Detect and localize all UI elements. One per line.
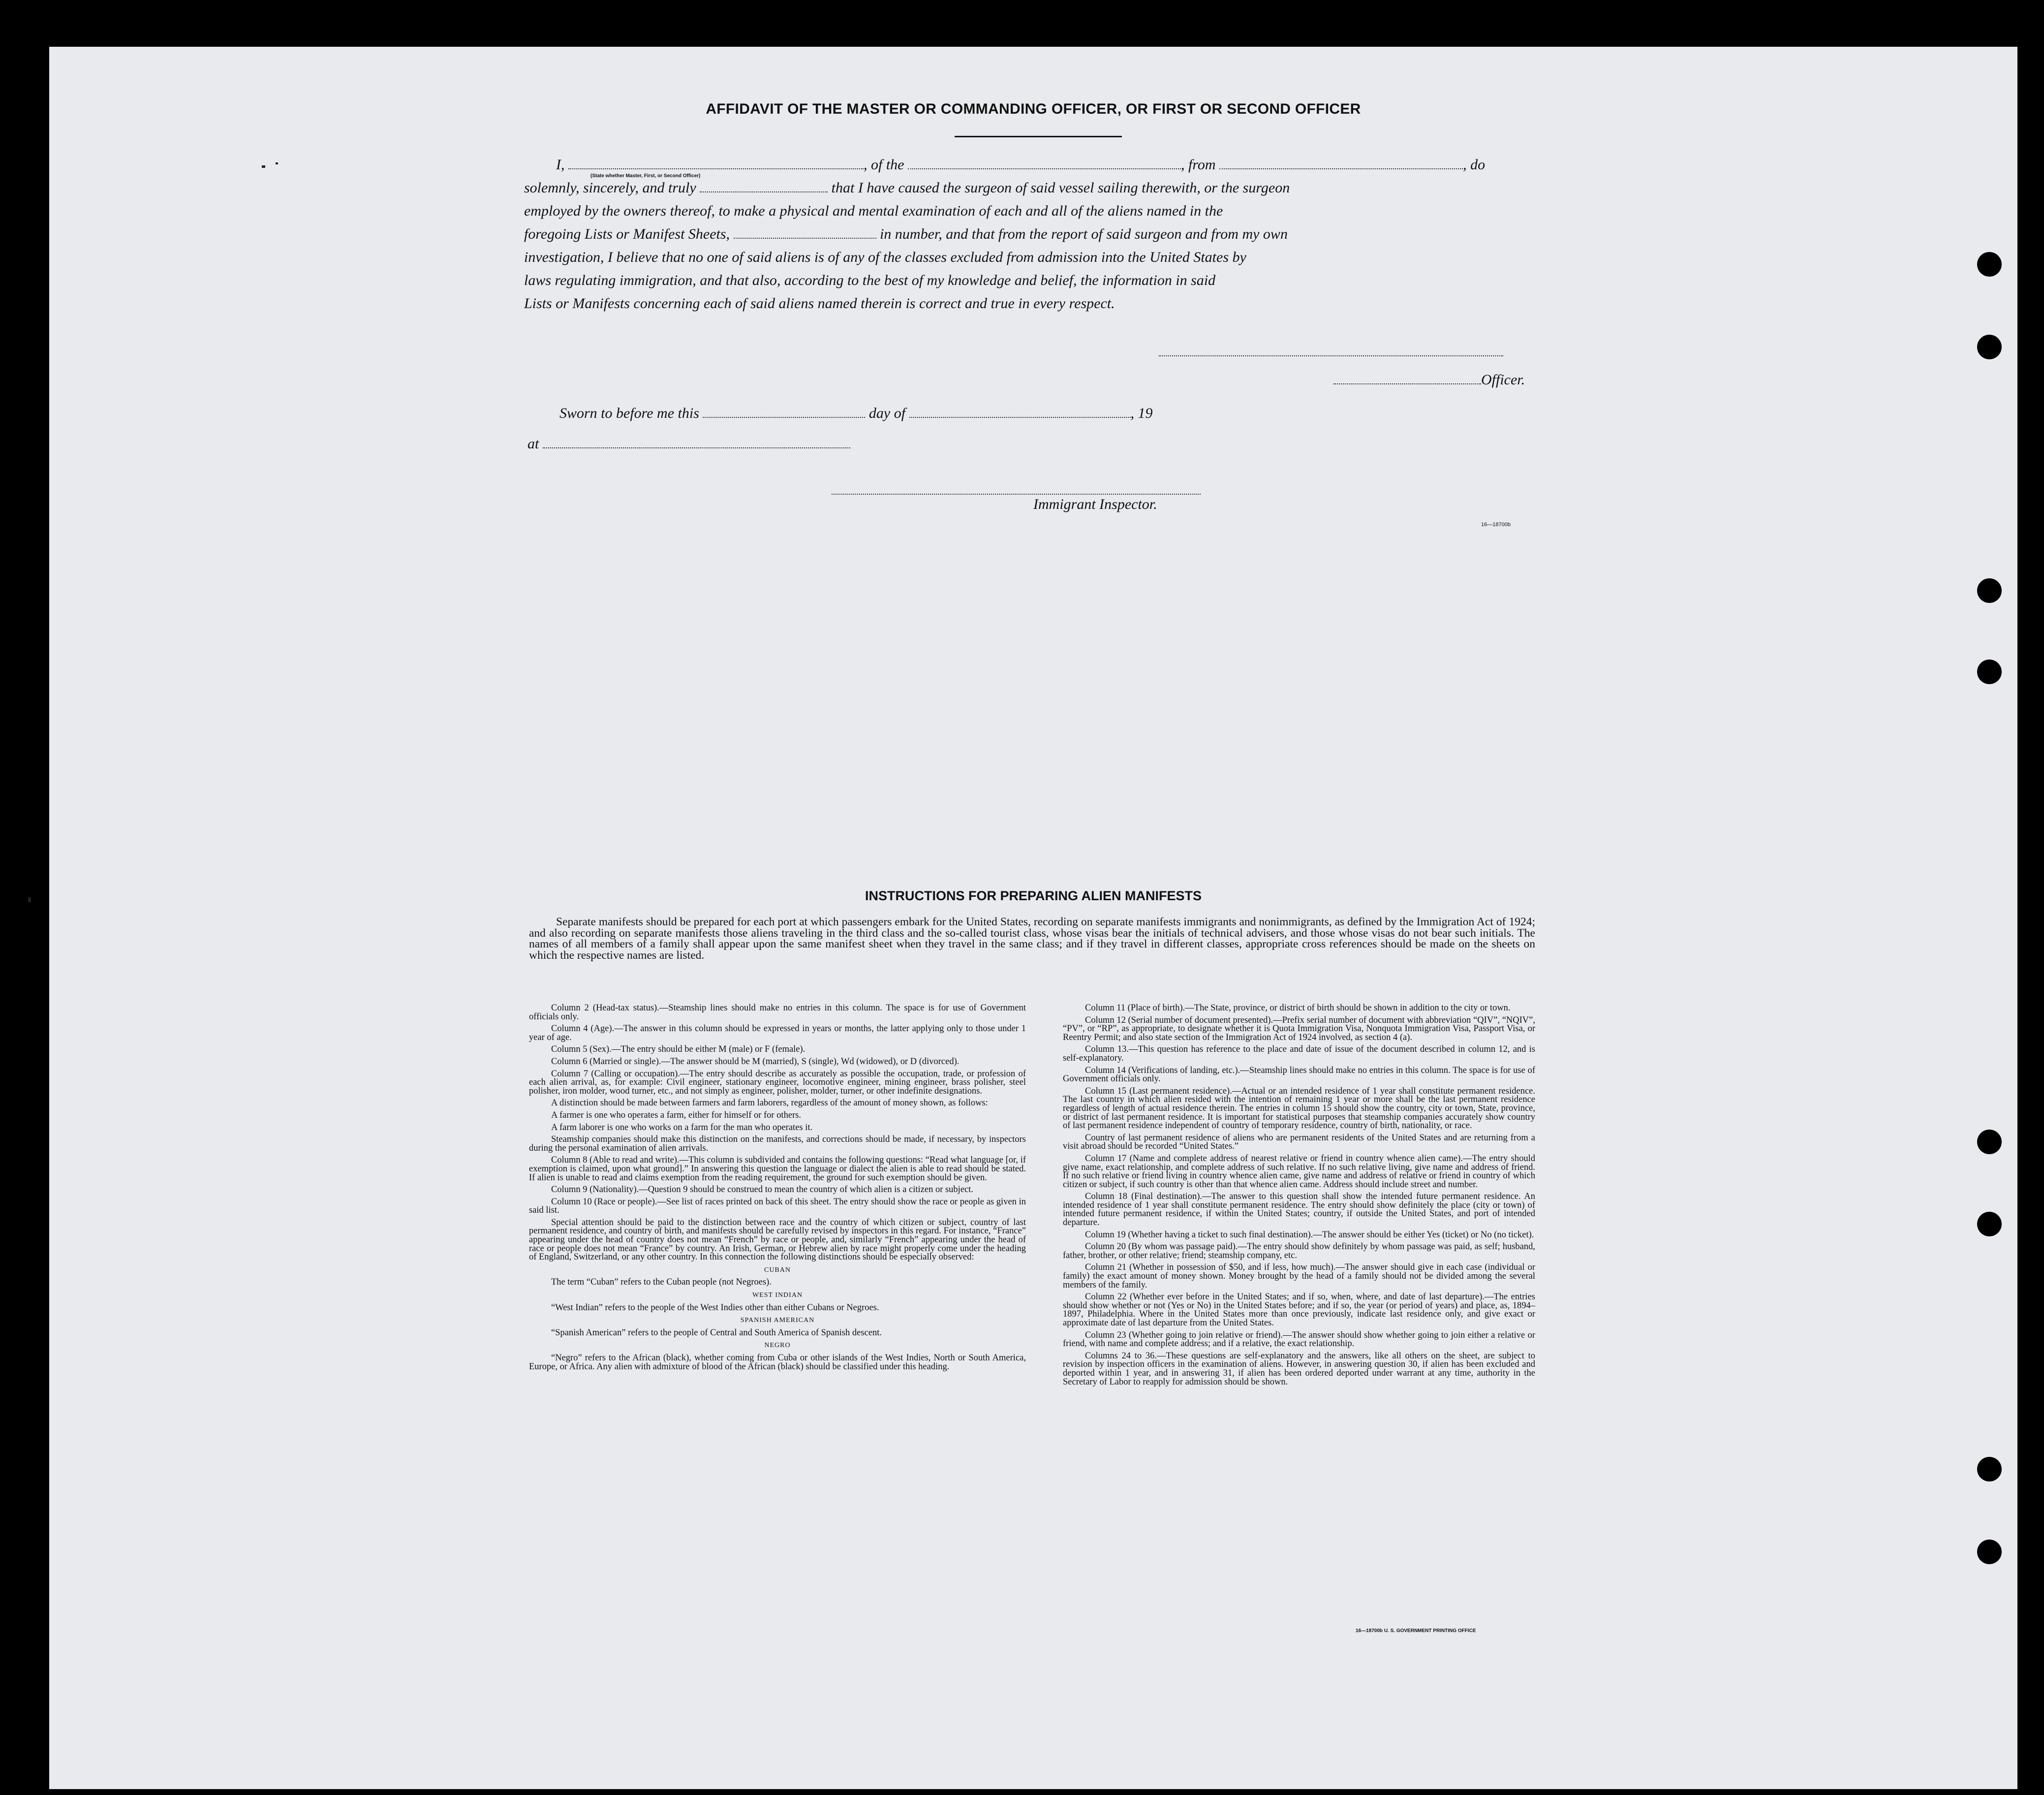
instruction-paragraph: Column 5 (Sex).—The entry should be either M (male) or F (female). — [551, 1044, 805, 1055]
affidavit-line-6: laws regulating immigration, and that also, according to the best of my knowledge and belief, the information in said — [524, 272, 1216, 288]
instruction-paragraph: Column 12 (Serial number of document presented).—Prefix serial number of document with abbreviation “QIV”, “NQIV”, “PV”, or “RP”, as appropriate, to designate whether it is Quota Immigration Visa, Nonquota Immigration Visa, Passport Visa, or Reentry Permit; and also state section of the Immigration Act of 1924 involved, as section 4 (a). — [1063, 1015, 1535, 1042]
instruction-paragraph: “West Indian” refers to the people of the West Indies other than either Cubans or Negroes. — [551, 1302, 879, 1313]
title-rule — [955, 136, 1122, 137]
instruction-paragraph: A distinction should be made between farmers and farm laborers, regardless of the amount of money shown, as follows: — [551, 1098, 988, 1108]
vessel-name-blank — [908, 158, 1181, 169]
instruction-paragraph: Column 21 (Whether in possession of $50, and if less, how much).—The answer should give in each case (individual or family) the exact amount of money shown. Money brought by the head of a family should not be divided among the several members of the family. — [1063, 1262, 1535, 1290]
ink-speck — [262, 165, 265, 168]
affidavit-line-1 — [556, 157, 1485, 173]
instruction-paragraph: A farm laborer is one who works on a farm for the man who operates it. — [551, 1122, 813, 1133]
instructions-intro: Separate manifests should be prepared for each port at which passengers embark for the United States, recording on separate manifests immigrants and nonimmigrants, as defined by the Immigration Act of 1924; and also recording on separate manifests those aliens traveling in the third class and the so-called tourist class, whose visas bear the initials of technical advisers, and those whose visas do not bear such initials. The names of all members of a family shall appear upon the same manifest sheet when they travel in the same class; and if they travel in different classes, appropriate cross references should be made on the sheets on which the respective names are listed. — [529, 915, 1535, 962]
at-line — [527, 436, 850, 452]
officer-rank-blank — [568, 158, 864, 169]
affidavit-text: that I have caused the surgeon of said vessel sailing therewith, or the surgeon — [831, 180, 1290, 196]
ink-speck — [276, 162, 278, 164]
instruction-paragraph: Column 8 (Able to read and write).—This column is subdivided and contains the following questions: “Read what language [or, if exemption is claimed, upon what ground].” In answering this question the language or dialect the alien is able to read should be stated. If alien is unable to read and claims exemption from the reading requirement, the ground for such exemption should be given. — [529, 1155, 1026, 1183]
sheet-count-blank — [734, 228, 876, 239]
sworn-day-blank — [703, 407, 865, 418]
instructions-title: INSTRUCTIONS FOR PREPARING ALIEN MANIFESTS — [865, 888, 1202, 903]
instruction-paragraph: Column 22 (Whether ever before in the United States; and if so, when, where, and date of last departure).—The entries should show whether or not (Yes or No) in the United States before; and if so, the year (or period of years) and place, as, 1894–1897, Philadelphia. Where in the United States more than once previously, indicate last residence only, and give exact or approximate date of last departure from the United States. — [1063, 1292, 1535, 1328]
instruction-paragraph: Country of last permanent residence of aliens who are permanent residents of the United States and are returning from a visit abroad should be recorded “United States.” — [1063, 1133, 1535, 1152]
instruction-paragraph: Column 9 (Nationality).—Question 9 should be construed to mean the country of which alien is a citizen or subject. — [551, 1185, 974, 1195]
affidavit-text: foregoing Lists or Manifest Sheets, — [524, 226, 730, 242]
affidavit-text: , of the — [864, 157, 904, 173]
affidavit-text: , 19 — [1130, 405, 1153, 421]
affidavit-text: , do — [1463, 157, 1486, 173]
place-blank — [543, 438, 850, 448]
affidavit-line-3: employed by the owners thereof, to make a physical and mental examination of each and all of the aliens named in the — [524, 203, 1223, 219]
affidavit-text: , from — [1181, 157, 1216, 173]
instruction-paragraph: Column 6 (Married or single).—The answer should be M (married), S (single), Wd (widowed), or D (divorced). — [551, 1056, 960, 1067]
affidavit-line-5: investigation, I believe that no one of said aliens is of any of the classes excluded from admission into the United States by — [524, 249, 1246, 265]
instruction-paragraph: Special attention should be paid to the distinction between race and the country of which citizen or subject, country of last permanent residence, and country of birth, and manifests should be carefully revised by inspectors in this regard. For instance, “France” appearing under the head of country does not mean “French” by race or people, and, similarly “French” appearing under the head of race or people does not mean “France” by country. An Irish, German, or Hebrew alien by race might properly come under the heading of England, Switzerland, or any other country. In this connection the following distinctions should be especially observed: — [529, 1217, 1026, 1262]
instruction-paragraph: Column 18 (Final destination).—The answer to this question shall show the intended future permanent residence. An intended residence of 1 year shall constitute permanent residence. The entry should show definitely the place (city or town) of intended future permanent residence, if within the United States; country, if outside the United States, and port of intended departure. — [1063, 1192, 1535, 1228]
instruction-paragraph: Column 19 (Whether having a ticket to such final destination).—The answer should be either Yes (ticket) or No (no ticket). — [1085, 1229, 1534, 1240]
affidavit-title: AFFIDAVIT OF THE MASTER OR COMMANDING OFFICER, OR FIRST OR SECOND OFFICER — [706, 101, 1361, 117]
instructions-right-column — [1063, 1004, 1535, 1390]
inspector-signature-line — [832, 494, 1201, 495]
instruction-paragraph: Column 13.—This question has reference to the place and date of issue of the document described in column 12, and is self-explanatory. — [1063, 1044, 1535, 1063]
instruction-paragraph: Column 11 (Place of birth).—The State, province, or district of birth should be shown in addition to the city or town. — [1085, 1003, 1511, 1013]
sworn-month-blank — [909, 407, 1131, 418]
punch-hole — [1977, 335, 2002, 359]
affidavit-text: Sworn to before me this — [559, 405, 699, 421]
heading-cuban: CUBAN — [764, 1266, 791, 1274]
sworn-line — [559, 405, 1153, 422]
instruction-paragraph: Column 4 (Age).—The answer in this column should be expressed in years or months, the latter applying only to those under 1 year of age. — [529, 1024, 1026, 1042]
instruction-paragraph: Column 2 (Head-tax status).—Steamship lines should make no entries in this column. The space is for use of Government officials only. — [529, 1003, 1026, 1022]
instruction-paragraph: “Negro” refers to the African (black), whether coming from Cuba or other islands of the West Indies, North or South America, Europe, or Africa. Any alien with admixture of blood of the African (black) should be classified under this heading. — [529, 1353, 1026, 1372]
heading-negro: NEGRO — [764, 1342, 791, 1350]
instruction-paragraph: Column 7 (Calling or occupation).—The entry should describe as accurately as possible the occupation, trade, or profession of each alien arrival, as, for example: Civil engineer, stationary engineer, locomotive engineer, mining engineer, brass polisher, steel polisher, iron molder, wood turner, etc., and not simply as engineer, polisher, molder, turner, or other indefinite designations. — [529, 1069, 1026, 1096]
affidavit-text: at — [527, 436, 539, 452]
instructions-left-column — [529, 1004, 1026, 1375]
affidavit-line-4 — [524, 226, 1288, 243]
instruction-paragraph: Column 17 (Name and complete address of nearest relative or friend in country whence alien came).—The entry should give name, exact relationship, and complete address of such relative. If no such relative living, give name and address of friend. If no such relative or friend living in country whence alien came, give name and address of relative or friend in country of which citizen or subject, if such country is other than that whence alien came. Address should include street and number. — [1063, 1153, 1535, 1190]
instruction-paragraph: Column 20 (By whom was passage paid).—The entry should show definitely by whom passage was paid, as self; husband, father, brother, or other relative; friend; steamship company, etc. — [1063, 1242, 1535, 1260]
punch-hole — [1977, 660, 2002, 684]
instruction-paragraph: Column 14 (Verifications of landing, etc.).—Steamship lines should make no entries in this column. The space is for use of Government officials only. — [1063, 1065, 1535, 1084]
affidavit-line-7: Lists or Manifests concerning each of said aliens named therein is correct and true in every respect. — [524, 295, 1115, 312]
form-code: 16—18700b — [1481, 522, 1511, 528]
signature-line — [1159, 355, 1503, 356]
punch-hole — [1977, 1540, 2002, 1564]
punch-hole — [1977, 252, 2002, 277]
officer-label: Officer. — [1481, 372, 1525, 388]
affidavit-line-2 — [524, 180, 1290, 196]
instruction-paragraph: The term “Cuban” refers to the Cuban people (not Negroes). — [551, 1277, 772, 1288]
punch-hole — [1977, 1457, 2002, 1481]
heading-west-indian: WEST INDIAN — [752, 1291, 803, 1299]
ink-speck — [28, 897, 31, 902]
port-blank — [1219, 158, 1463, 169]
affidavit-text: day of — [868, 405, 906, 421]
instruction-paragraph: Steamship companies should make this distinction on the manifests, and corrections should be made, if necessary, by inspectors during the personal examination of alien arrivals. — [529, 1134, 1026, 1153]
oath-blank — [700, 182, 828, 192]
instruction-paragraph: Column 10 (Race or people).—See list of races printed on back of this sheet. The entry should show the race or people as given in said list. — [529, 1197, 1026, 1216]
rank-instruction: (State whether Master, First, or Second Officer) — [590, 173, 701, 179]
instruction-paragraph: Column 23 (Whether going to join relative or friend).—The answer should show whether going to join either a relative or friend, with name and complete address; and if a relative, the exact relationship. — [1063, 1330, 1535, 1349]
officer-signature — [1333, 372, 1525, 388]
instruction-paragraph: “Spanish American” refers to the people of Central and South America of Spanish descent. — [551, 1327, 882, 1338]
affidavit-text: solemnly, sincerely, and truly — [524, 180, 696, 196]
officer-signature-blank — [1333, 374, 1481, 384]
instruction-paragraph: Columns 24 to 36.—These questions are self-explanatory and the answers, like all others on the sheet, are subject to revision by inspection officers in the examination of aliens. However, in answering question 30, if alien has been excluded and deported within 1 year, and in answering 31, if alien has been ordered deported under warrant at any time, authority in the Secretary of Labor to reapply for admission should be shown. — [1063, 1351, 1535, 1387]
heading-spanish-american: SPANISH AMERICAN — [740, 1317, 815, 1324]
punch-hole — [1977, 1212, 2002, 1236]
instruction-paragraph: Column 15 (Last permanent residence).—Actual or an intended residence of 1 year shall constitute permanent residence. The last country in which alien resided with the intention of remaining 1 year or more shall be the last permanent residence regardless of length of actual residence therein. The entries in column 15 should show the country, city or town, State, province, or district of last permanent residence. It is important for statistical purposes that steamship companies accurately show country of last permanent residence independent of country of temporary residence, country of birth, nationality, or race. — [1063, 1086, 1535, 1131]
instruction-paragraph: A farmer is one who operates a farm, either for himself or for others. — [551, 1110, 802, 1120]
printing-office-footer: 16—18700b U. S. GOVERNMENT PRINTING OFFICE — [1356, 1628, 1476, 1634]
affidavit-text: I, — [556, 157, 565, 173]
inspector-label: Immigrant Inspector. — [1033, 496, 1157, 512]
affidavit-text: in number, and that from the report of said surgeon and from my own — [880, 226, 1288, 242]
punch-hole — [1977, 1130, 2002, 1154]
punch-hole — [1977, 578, 2002, 603]
